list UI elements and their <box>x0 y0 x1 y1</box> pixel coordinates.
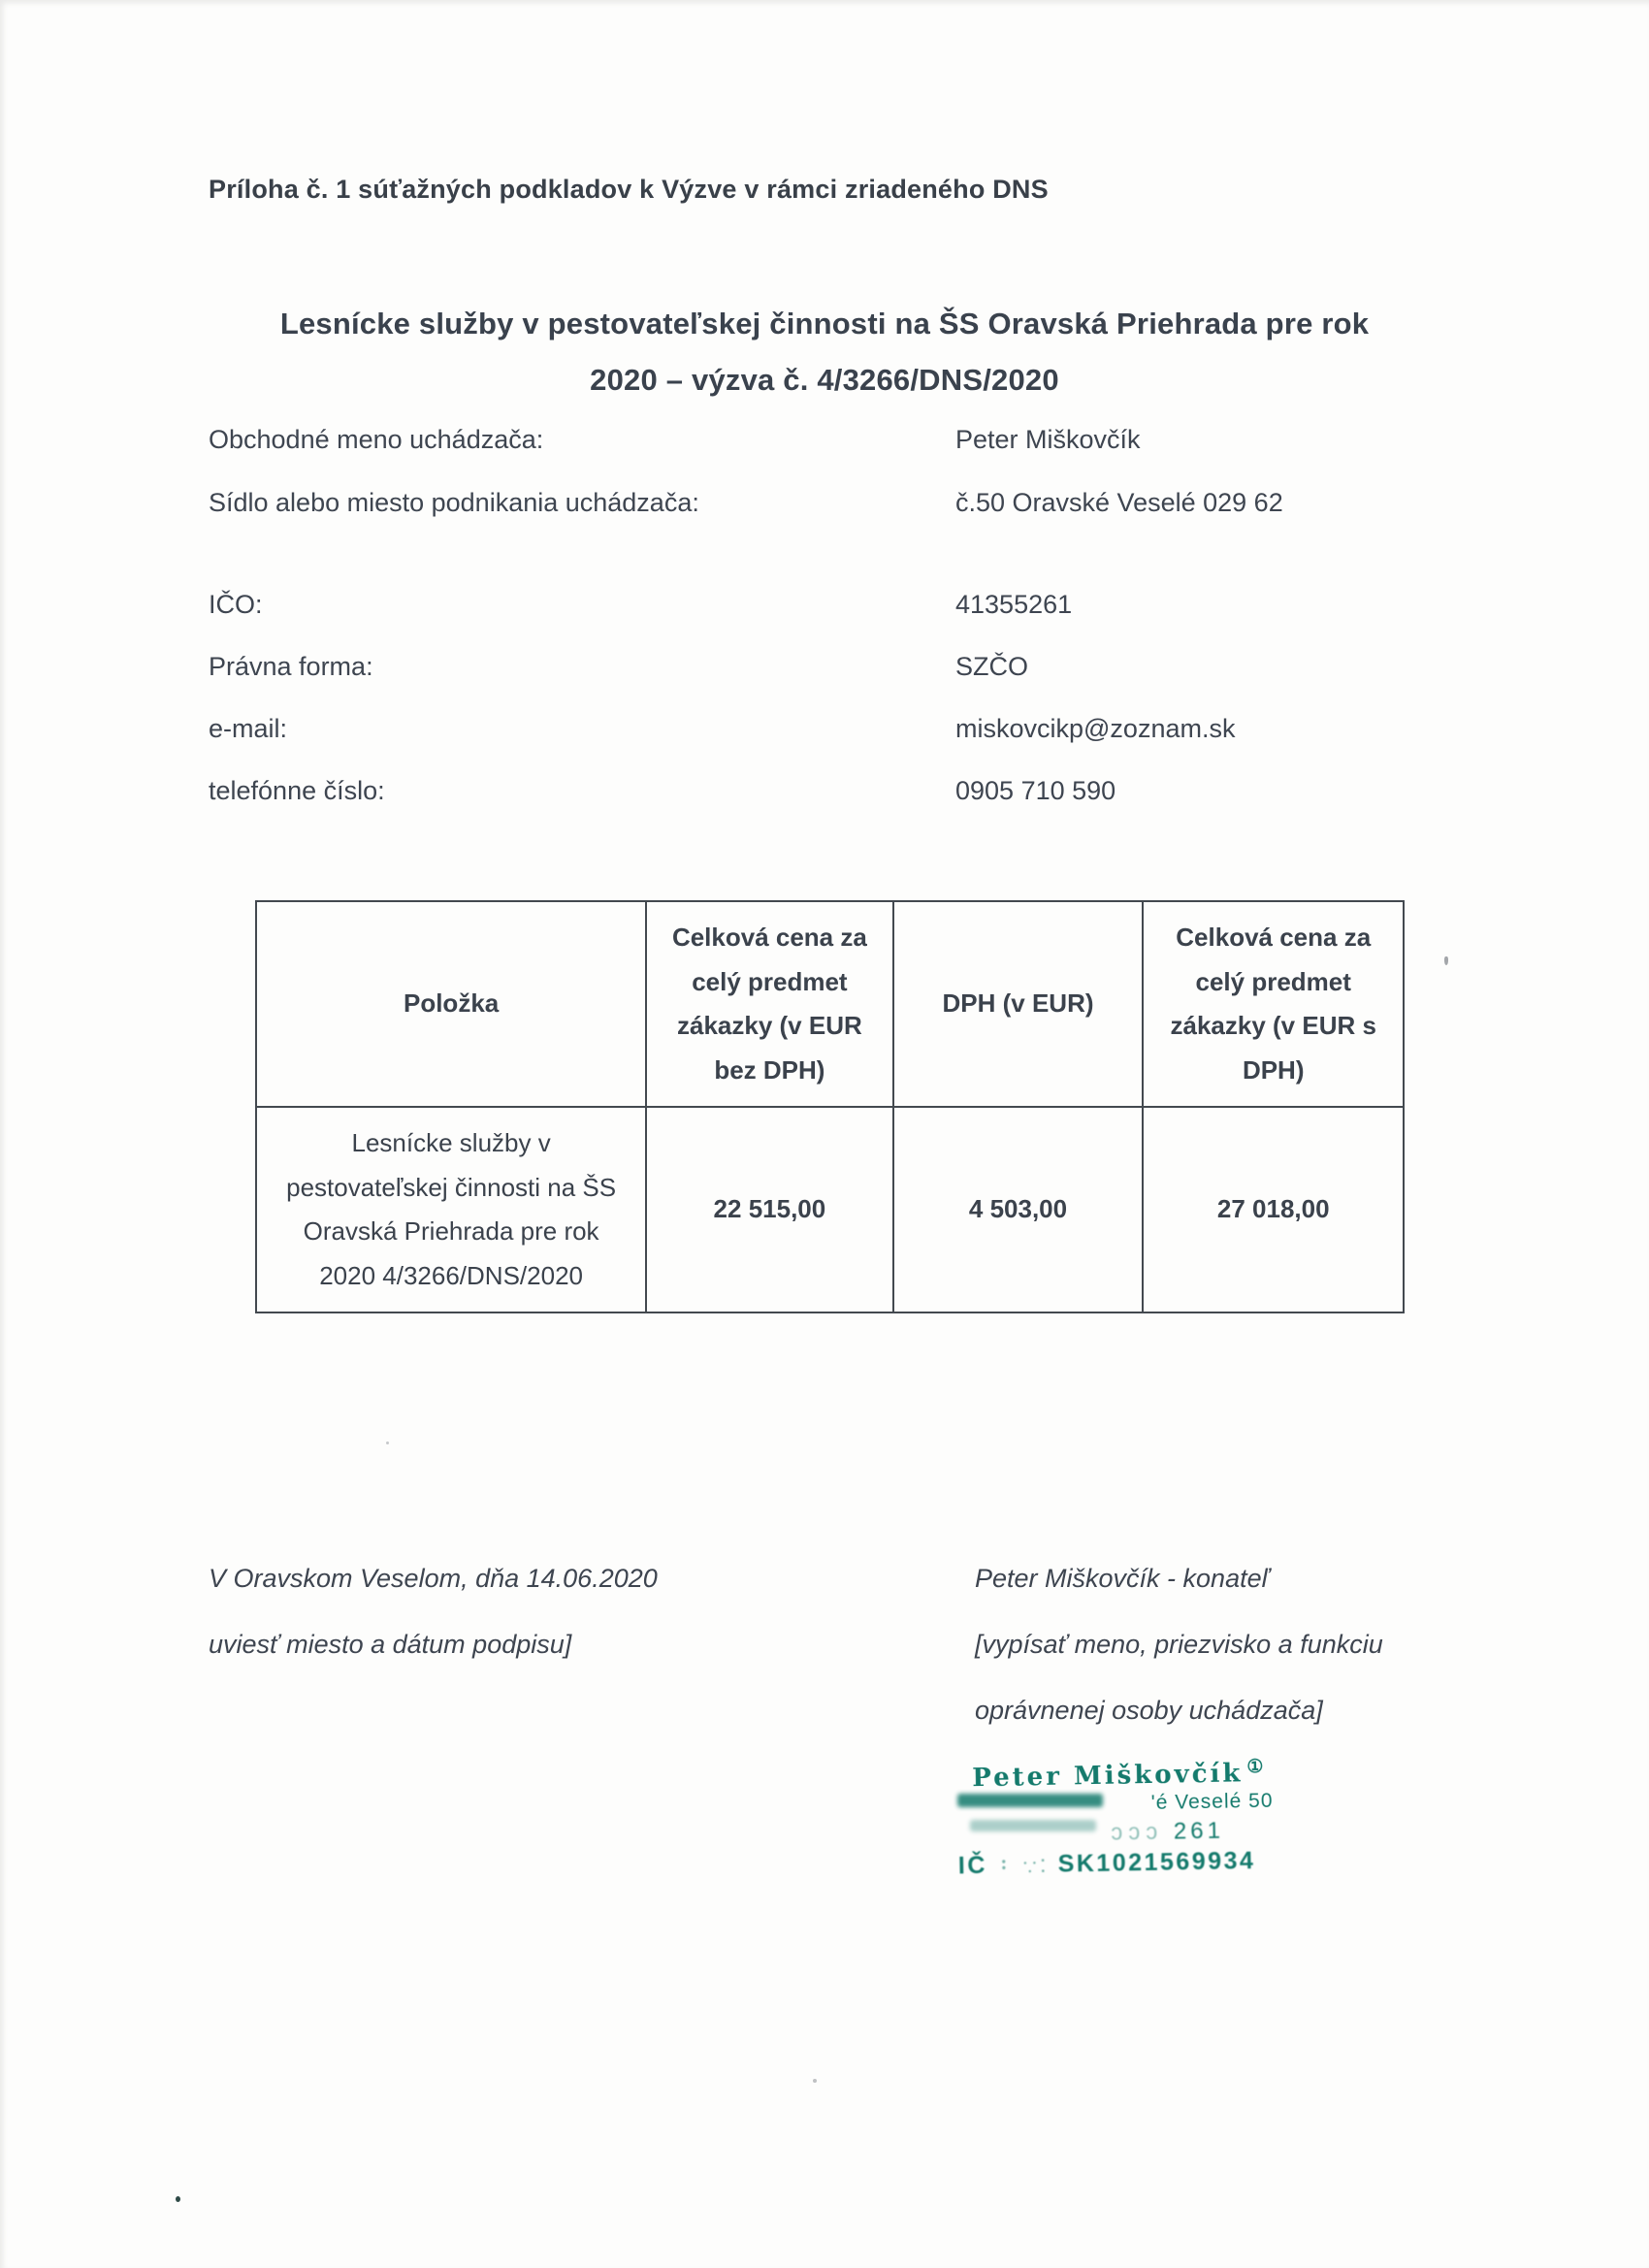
field-value: SZČO <box>955 652 1029 681</box>
field-value: č.50 Oravské Veselé 029 62 <box>955 488 1283 517</box>
price-table-row <box>256 1107 1404 1312</box>
field-label: telefónne číslo: <box>209 776 385 805</box>
header-vat: DPH (v EUR) <box>893 901 1144 1107</box>
stamp-address-fragment: 'é Veselé 50 <box>1150 1789 1274 1814</box>
field-value: miskovcikp@zoznam.sk <box>955 714 1236 743</box>
field-label: e-mail: <box>209 714 288 743</box>
company-stamp <box>945 1754 1354 1880</box>
attachment-note: Príloha č. 1 súťažných podkladov k Výzve v rámci zriadeného DNS <box>209 175 1049 204</box>
field-value: 41355261 <box>955 590 1073 619</box>
scan-speckle <box>386 1442 389 1444</box>
stamp-vat-line <box>958 1845 1354 1880</box>
signature-name-hint-line2: oprávnenej osoby uchádzača] <box>975 1696 1323 1725</box>
stamp-smudge <box>957 1794 1103 1807</box>
field-label: Právna forma: <box>209 652 373 681</box>
field-company-id <box>209 590 1450 620</box>
field-business-name <box>209 425 1450 455</box>
price-table <box>255 900 1405 1313</box>
field-phone <box>209 776 1450 806</box>
stamp-registry-mark: ① <box>1246 1755 1264 1778</box>
stamp-name-line <box>972 1754 1353 1793</box>
signature-place-date: V Oravskom Veselom, dňa 14.06.2020 <box>209 1564 658 1593</box>
signature-place-date-hint: uviesť miesto a dátum podpisu] <box>209 1630 572 1659</box>
stamp-smudge <box>970 1820 1096 1831</box>
cell-vat: 4 503,00 <box>893 1107 1144 1312</box>
field-registered-office <box>209 488 1450 518</box>
signature-name-title: Peter Miškovčík - konateľ <box>975 1564 1270 1593</box>
scan-speckle <box>176 2196 180 2202</box>
stamp-name-text: Peter Miškovčík <box>972 1759 1244 1794</box>
document-title-line2: 2020 – výzva č. 4/3266/DNS/2020 <box>590 363 1059 397</box>
stamp-ico-digits: 261 <box>1173 1817 1225 1845</box>
stamp-ico-fragment <box>1111 1815 1353 1846</box>
stamp-ico-faded: ɔɔɔ <box>1111 1818 1164 1846</box>
field-value: Peter Miškovčík <box>955 425 1141 454</box>
scan-speckle <box>1444 956 1448 965</box>
scan-speckle <box>813 2079 817 2083</box>
stamp-vat-number: SK1021569934 <box>1057 1847 1256 1878</box>
field-label: Obchodné meno uchádzača: <box>209 425 544 454</box>
field-legal-form <box>209 652 1450 682</box>
cell-price-excl-vat: 22 515,00 <box>646 1107 892 1312</box>
header-item: Položka <box>256 901 646 1107</box>
field-label: IČO: <box>209 590 263 619</box>
field-label: Sídlo alebo miesto podnikania uchádzača: <box>209 488 699 517</box>
cell-item: Lesnícke služby v pestovateľskej činnosti na ŠS Oravská Priehrada pre rok 2020 4/3266/DNS/2020 <box>256 1107 646 1312</box>
price-table-header-row <box>256 901 1404 1107</box>
stamp-vat-prefix: IČ <box>957 1851 988 1880</box>
document-title-line1: Lesnícke služby v pestovateľskej činnosti na ŠS Oravská Priehrada pre rok <box>279 307 1370 340</box>
signature-name-hint-line1: [vypísať meno, priezvisko a funkciu <box>975 1630 1383 1659</box>
header-price-incl-vat: Celková cena za celý predmet zákazky (v EUR s DPH) <box>1143 901 1404 1107</box>
field-value: 0905 710 590 <box>955 776 1116 805</box>
stamp-vat-smudge-dots: ᛬ ∵: <box>996 1850 1050 1879</box>
cell-price-incl-vat: 27 018,00 <box>1143 1107 1404 1312</box>
field-email <box>209 714 1450 744</box>
header-price-excl-vat: Celková cena za celý predmet zákazky (v EUR bez DPH) <box>646 901 892 1107</box>
